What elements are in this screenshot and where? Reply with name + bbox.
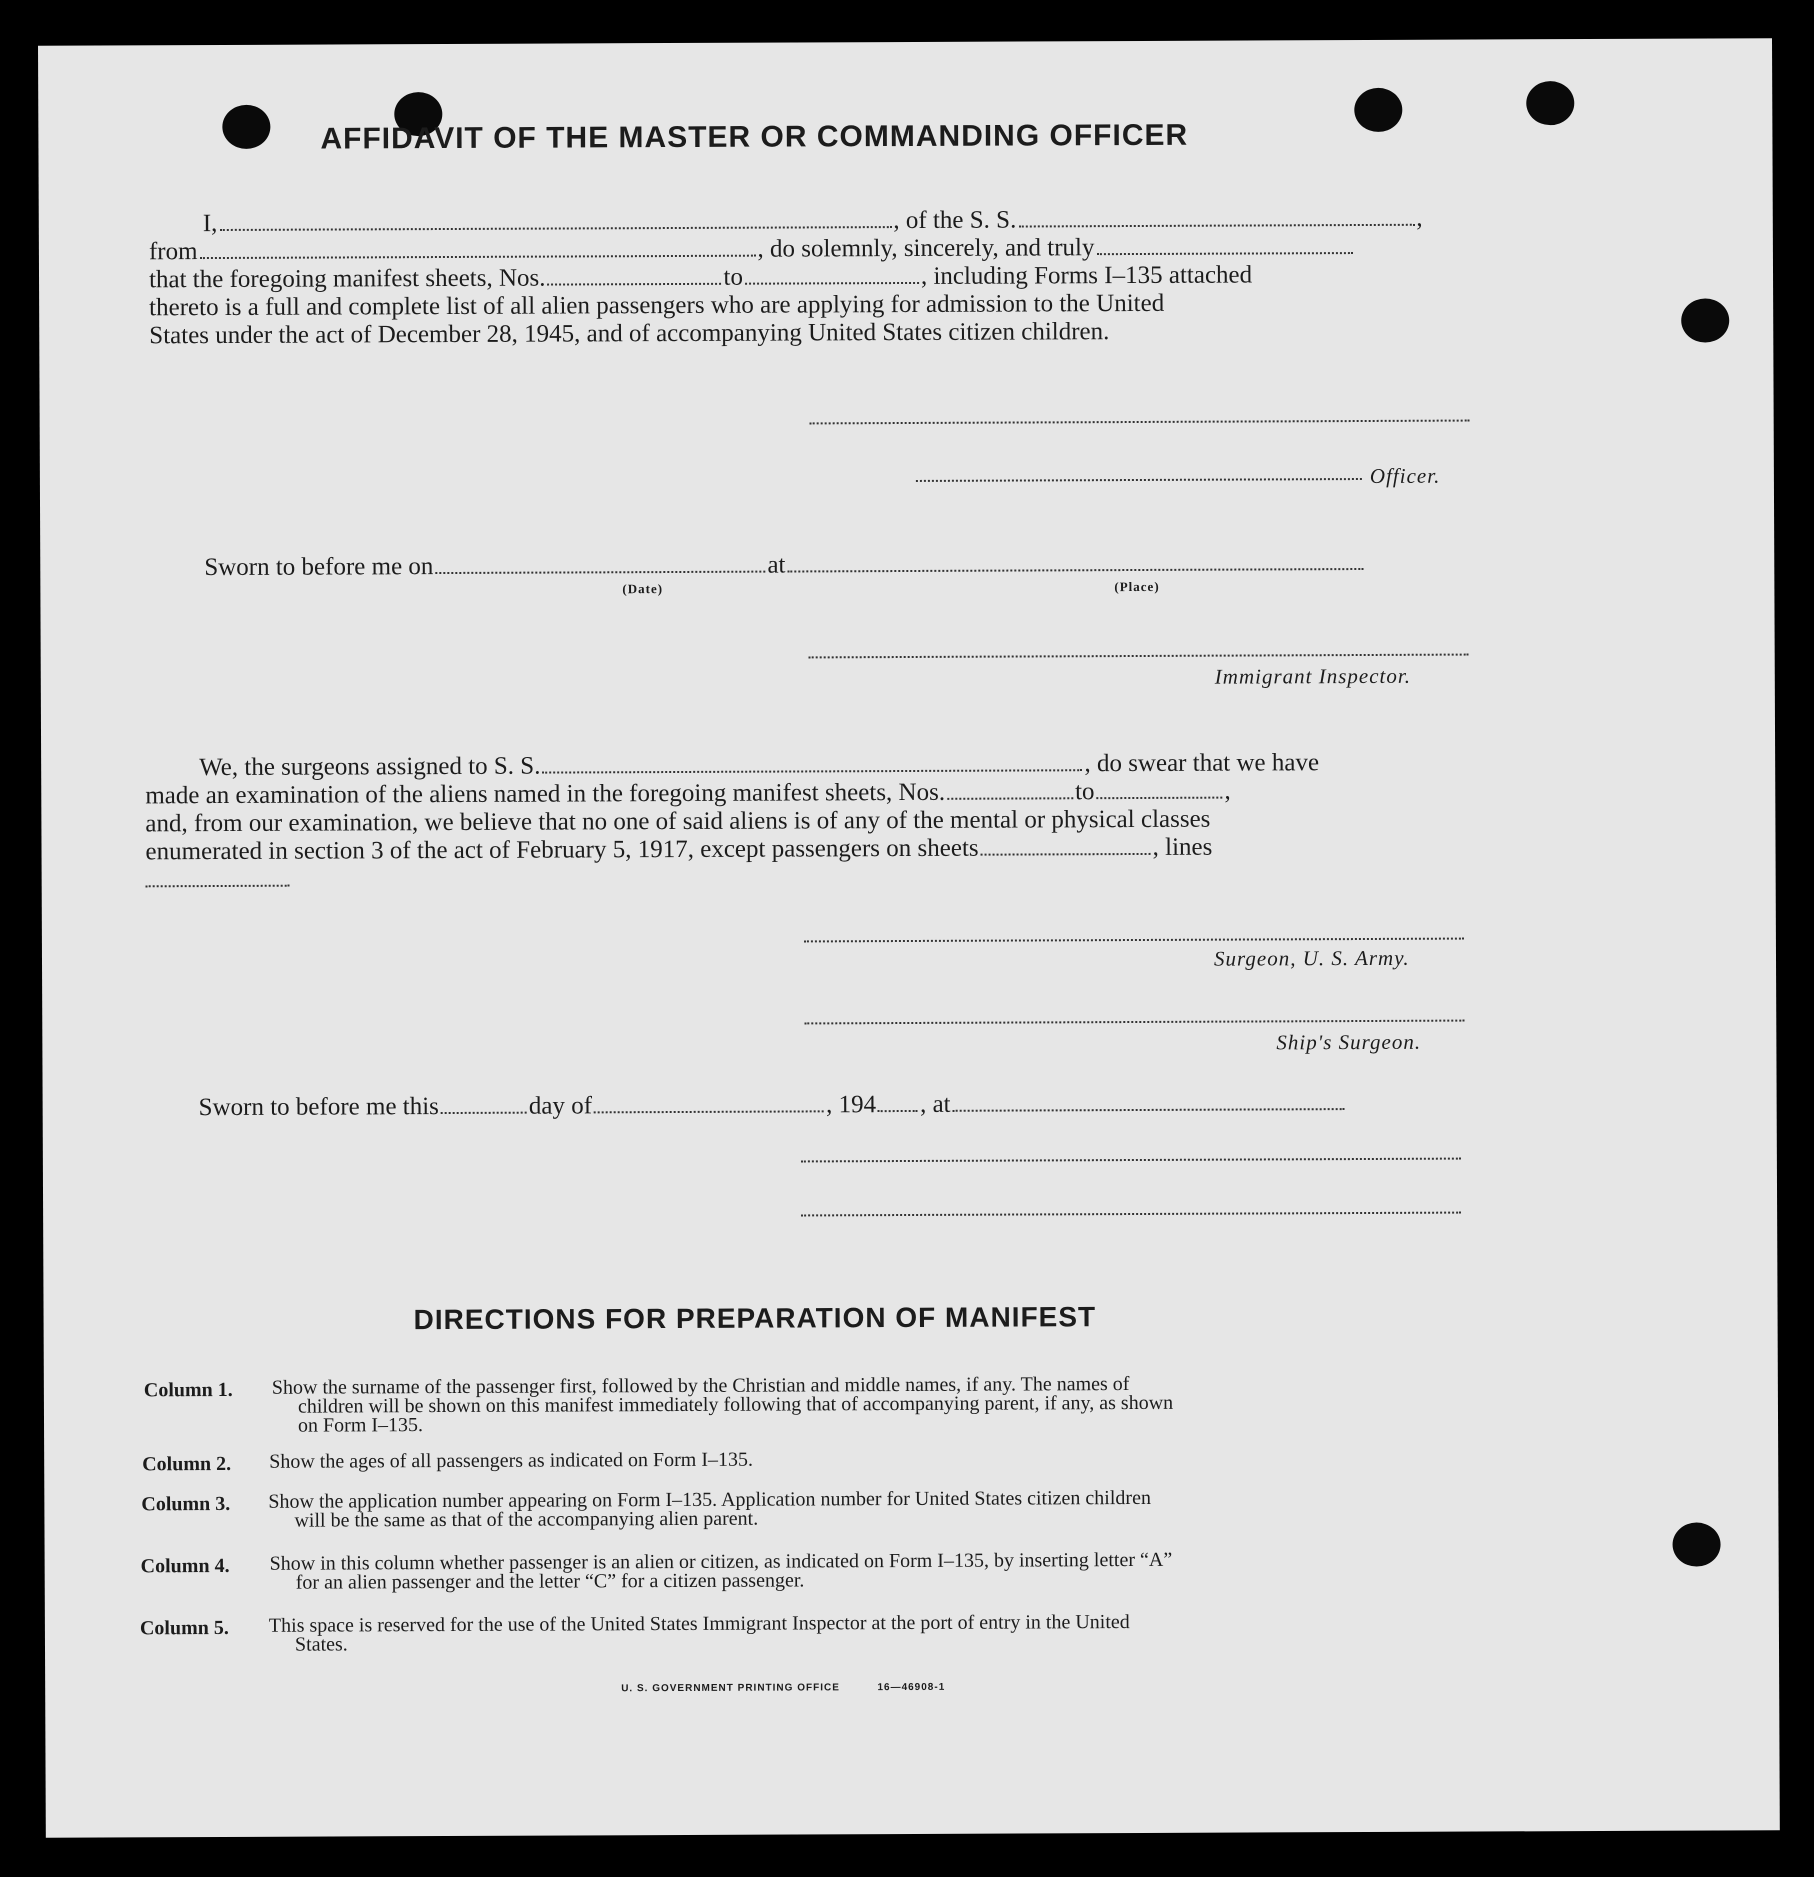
affidavit-title: AFFIDAVIT OF THE MASTER OR COMMANDING OFFICER (320, 118, 1189, 156)
sworn2-place-field[interactable] (953, 1088, 1345, 1112)
column-3-label: Column 3. (141, 1492, 231, 1516)
except-lines-field[interactable] (146, 885, 290, 888)
place-caption: (Place) (1114, 578, 1160, 595)
affidavit-line-1: I, , of the S. S. , (202, 204, 1423, 238)
column-1-text: Show the surname of the passenger first, followed by the Christian and middle names, if any. The names of children will be shown on this manifest immediately following that of accompanying parent, if any, as shown on Form I–135. (271, 1373, 1174, 1437)
affidavit-line-4: thereto is a full and complete list of all alien passengers who are applying for admission to the United (149, 289, 1165, 322)
port-field[interactable] (199, 235, 755, 259)
affidavit-line-2: from , do solemnly, sincerely, and truly (149, 232, 1355, 267)
month-field[interactable] (594, 1090, 824, 1113)
surgeons-line-3: and, from our examination, we believe that no one of said aliens is of any of the mental or physical classes (145, 805, 1211, 838)
inspector-signature-line[interactable] (809, 654, 1469, 659)
punch-hole (222, 105, 270, 149)
punch-hole (1681, 298, 1729, 342)
name-field[interactable] (219, 206, 891, 231)
inspector-label: Immigrant Inspector. (1214, 663, 1411, 689)
sworn2-title-line[interactable] (801, 1212, 1461, 1217)
affidavit-line-3: that the foregoing manifest sheets, Nos. to , including Forms I–135 attached (148, 261, 1253, 294)
column-5-text: This space is reserved for the use of the United States Immigrant Inspector at the port of entry in the United States. (268, 1611, 1130, 1656)
surgeons-line-4: enumerated in section 3 of the act of February 5, 1917, except passengers on sheets , lines (145, 833, 1213, 866)
punch-hole (1672, 1522, 1720, 1566)
punch-hole (1526, 81, 1574, 125)
column-4-text: Show in this column whether passenger is an alien or citizen, as indicated on Form I–135, by inserting letter “A” for an alien passenger and the letter “C” for a citizen passenger. (269, 1548, 1173, 1594)
sheet-to-field[interactable] (745, 262, 919, 285)
column-5-label: Column 5. (139, 1616, 229, 1640)
officer-label: Officer. (1369, 463, 1441, 488)
sworn-place-field[interactable] (787, 548, 1363, 573)
ship-surgeon-signature-line[interactable] (804, 1020, 1464, 1025)
year-field[interactable] (878, 1090, 918, 1112)
column-2-text: Show the ages of all passengers as indicated on Form I–135. (269, 1448, 754, 1473)
officer-title-line[interactable] (916, 478, 1362, 482)
surgeon-sheet-to-field[interactable] (1096, 777, 1222, 800)
surgeon-sheet-from-field[interactable] (947, 777, 1073, 800)
except-sheets-field[interactable] (981, 833, 1151, 856)
punch-hole (1354, 88, 1402, 132)
column-4-label: Column 4. (140, 1554, 230, 1578)
army-surgeon-label: Surgeon, U. S. Army. (1213, 945, 1410, 971)
sworn-date-field[interactable] (435, 551, 765, 574)
sheet-from-field[interactable] (547, 263, 721, 286)
affidavit-line-5: States under the act of December 28, 1945, and of accompanying United States citizen children. (149, 318, 1110, 350)
surgeon-ship-field[interactable] (542, 749, 1082, 773)
sworn-this-day: Sworn to before me this day of , 194 , at (199, 1088, 1347, 1123)
form-sheet (38, 38, 1780, 1838)
sworn2-signature-line[interactable] (801, 1158, 1461, 1163)
surgeons-line-2: made an examination of the aliens named in the foregoing manifest sheets, Nos. to , (145, 777, 1231, 810)
ship-surgeon-label: Ship's Surgeon. (1276, 1029, 1422, 1055)
ship-field[interactable] (1018, 204, 1414, 228)
surgeons-line-1: We, the surgeons assigned to S. S. , do swear that we have (199, 749, 1320, 782)
printing-office-imprint: U. S. GOVERNMENT PRINTING OFFICE 16—46908-1 (621, 1681, 946, 1695)
directions-title: DIRECTIONS FOR PREPARATION OF MANIFEST (413, 1301, 1097, 1336)
sworn-date-place: Sworn to before me on at (204, 548, 1365, 583)
column-2-label: Column 2. (142, 1452, 232, 1476)
oath-field[interactable] (1096, 232, 1352, 255)
officer-signature-line[interactable] (810, 420, 1470, 425)
column-1-label: Column 1. (143, 1378, 233, 1402)
army-surgeon-signature-line[interactable] (804, 938, 1464, 943)
day-field[interactable] (441, 1092, 527, 1114)
date-caption: (Date) (622, 581, 664, 597)
column-3-text: Show the application number appearing on Form I–135. Application number for United States citizen children will be the same as that of the accompanying alien parent. (268, 1486, 1151, 1532)
